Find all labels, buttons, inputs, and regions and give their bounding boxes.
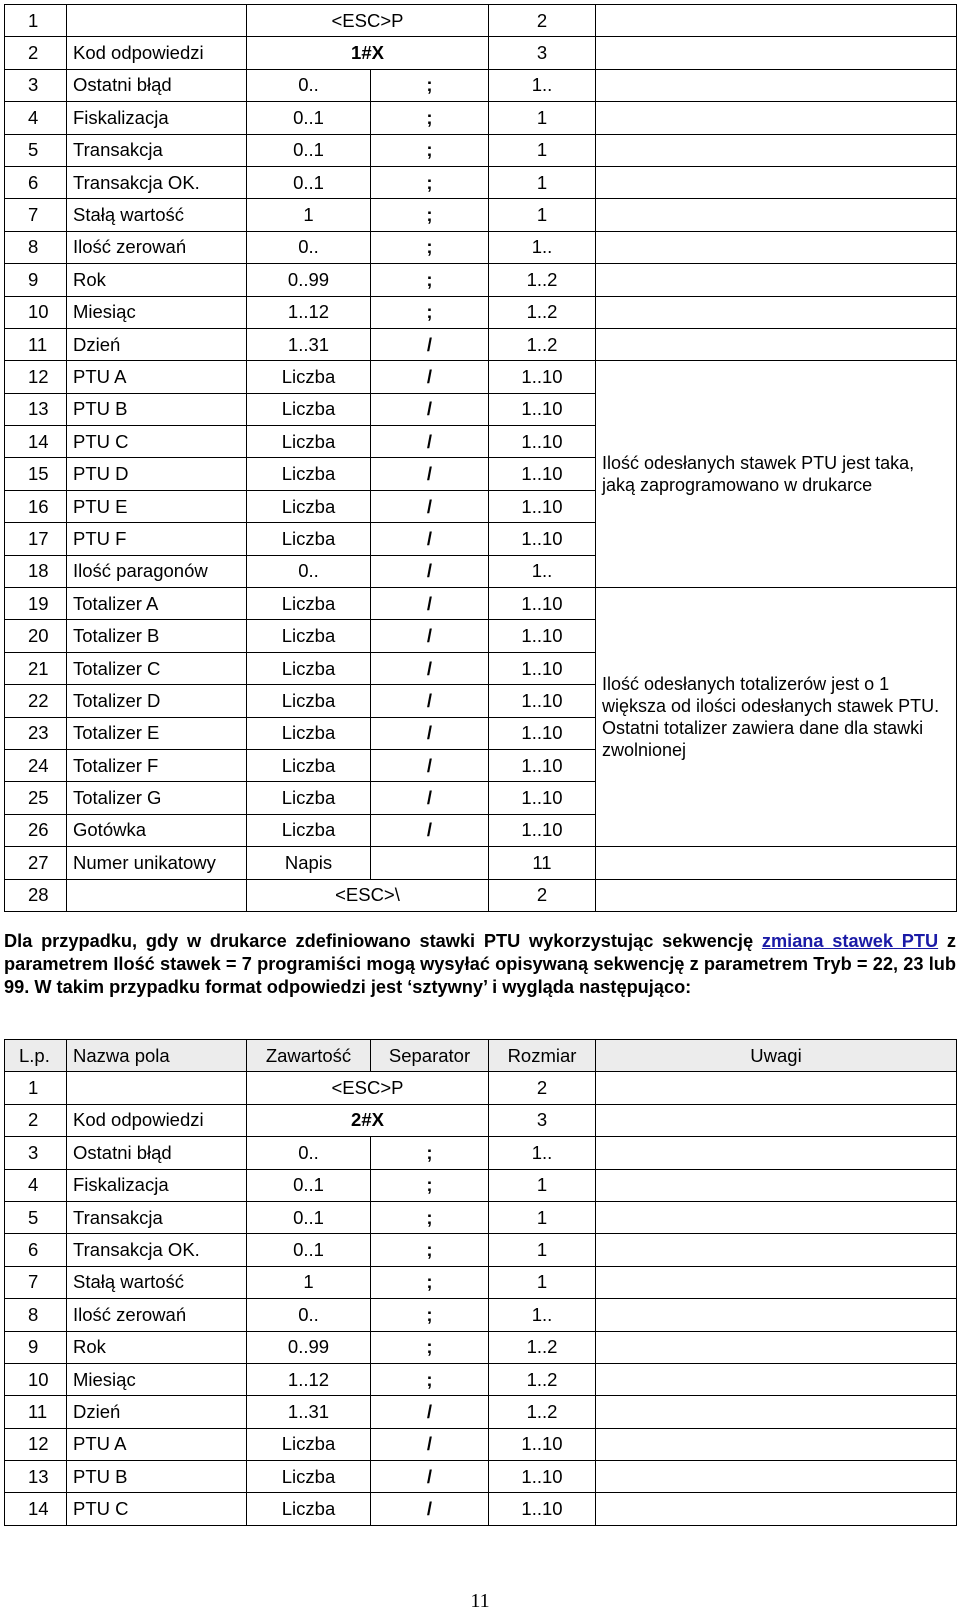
row-size: 1..2 [489, 1396, 596, 1428]
row-notes [596, 1331, 957, 1363]
row-separator: / [371, 814, 489, 846]
table-2-body [5, 1040, 957, 1526]
row-content: 1..31 [247, 1396, 371, 1428]
row-separator: / [371, 1396, 489, 1428]
row-lp: 10 [5, 1363, 67, 1395]
row-content: Liczba [247, 361, 371, 393]
row-size: 1..2 [489, 1331, 596, 1363]
row-content: Napis [247, 847, 371, 879]
row-content: Liczba [247, 782, 371, 814]
table-row [5, 5, 957, 37]
row-content: 0..99 [247, 1331, 371, 1363]
row-lp: 11 [5, 1396, 67, 1428]
table-row [5, 37, 957, 69]
row-separator: / [371, 588, 489, 620]
row-content: Liczba [247, 490, 371, 522]
row-lp: 19 [5, 588, 67, 620]
row-size: 1..10 [489, 490, 596, 522]
row-separator: / [371, 490, 489, 522]
row-size: 1..10 [489, 814, 596, 846]
row-notes [596, 1169, 957, 1201]
row-size: 1.. [489, 1299, 596, 1331]
row-notes [596, 296, 957, 328]
table-row [5, 166, 957, 198]
row-content: Liczba [247, 814, 371, 846]
ptu-note: Ilość odesłanych stawek PTU jest taka, jaką zaprogramowano w drukarce [596, 361, 957, 588]
row-size: 1 [489, 1266, 596, 1298]
row-content: Liczba [247, 1428, 371, 1460]
row-separator: ; [371, 199, 489, 231]
row-notes [596, 1201, 957, 1233]
row-lp: 7 [5, 1266, 67, 1298]
row-content: Liczba [247, 393, 371, 425]
row-size: 1.. [489, 1137, 596, 1169]
row-separator: / [371, 361, 489, 393]
zmiana-stawek-ptu-link[interactable]: zmiana stawek PTU [761, 931, 939, 951]
row-lp: 12 [5, 361, 67, 393]
row-separator: / [371, 1461, 489, 1493]
row-size: 1..10 [489, 620, 596, 652]
header-notes: Uwagi [596, 1040, 957, 1072]
row-lp: 9 [5, 264, 67, 296]
row-lp: 2 [5, 1104, 67, 1136]
row-separator: ; [371, 69, 489, 101]
row-lp: 3 [5, 69, 67, 101]
header-name: Nazwa pola [67, 1040, 247, 1072]
row-field-name: Totalizer D [67, 685, 247, 717]
row-notes [596, 5, 957, 37]
row-size: 3 [489, 37, 596, 69]
row-lp: 9 [5, 1331, 67, 1363]
row-content: 0..1 [247, 1169, 371, 1201]
row-separator: ; [371, 231, 489, 263]
row-lp: 12 [5, 1428, 67, 1460]
row-lp: 16 [5, 490, 67, 522]
row-separator: / [371, 328, 489, 360]
row-separator: ; [371, 1363, 489, 1395]
row-field-name: Miesiąc [67, 1363, 247, 1395]
table-row [5, 231, 957, 263]
row-separator: / [371, 749, 489, 781]
row-field-name: Stałą wartość [67, 199, 247, 231]
row-content: Liczba [247, 588, 371, 620]
row-separator: ; [371, 1137, 489, 1169]
row-separator: / [371, 393, 489, 425]
row-lp: 14 [5, 426, 67, 458]
row-size: 11 [489, 847, 596, 879]
table-row [5, 102, 957, 134]
row-field-name: Totalizer C [67, 652, 247, 684]
row-notes [596, 1104, 957, 1136]
row-separator: / [371, 426, 489, 458]
row-notes [596, 1299, 957, 1331]
row-field-name: Totalizer A [67, 588, 247, 620]
row-separator: / [371, 652, 489, 684]
table-row [5, 879, 957, 911]
row-content-bold: 2#X [351, 1109, 384, 1131]
row-lp: 3 [5, 1137, 67, 1169]
row-separator: / [371, 1493, 489, 1525]
row-lp: 13 [5, 393, 67, 425]
row-lp: 26 [5, 814, 67, 846]
table-header-row [5, 1040, 957, 1072]
row-field-name: Totalizer B [67, 620, 247, 652]
row-field-name: Transakcja OK. [67, 1234, 247, 1266]
response-format-table-1 [4, 4, 957, 912]
row-lp: 24 [5, 749, 67, 781]
row-field-name: PTU A [67, 361, 247, 393]
row-content-merged [247, 37, 489, 69]
row-field-name: Totalizer F [67, 749, 247, 781]
row-separator: / [371, 458, 489, 490]
table-row [5, 328, 957, 360]
row-notes [596, 1234, 957, 1266]
row-content: 0..99 [247, 264, 371, 296]
row-lp: 23 [5, 717, 67, 749]
row-lp: 11 [5, 328, 67, 360]
row-separator: ; [371, 134, 489, 166]
row-size: 1 [489, 102, 596, 134]
row-content: Liczba [247, 749, 371, 781]
row-content: 0..1 [247, 102, 371, 134]
row-field-name: Kod odpowiedzi [67, 37, 247, 69]
row-field-name: Rok [67, 1331, 247, 1363]
description-paragraph [4, 930, 956, 999]
table-row [5, 1299, 957, 1331]
row-lp: 4 [5, 102, 67, 134]
row-size: 1..10 [489, 458, 596, 490]
row-lp: 1 [5, 1072, 67, 1104]
row-size: 1..10 [489, 1428, 596, 1460]
row-field-name: Ilość zerowań [67, 231, 247, 263]
row-size: 1 [489, 199, 596, 231]
row-field-name: Dzień [67, 1396, 247, 1428]
table-1-body [5, 5, 957, 912]
row-notes [596, 1137, 957, 1169]
row-field-name: PTU C [67, 1493, 247, 1525]
row-field-name: Gotówka [67, 814, 247, 846]
row-notes [596, 37, 957, 69]
row-field-name: Ilość paragonów [67, 555, 247, 587]
row-lp: 5 [5, 1201, 67, 1233]
row-content: 0..1 [247, 166, 371, 198]
table-row [5, 361, 957, 393]
table-row [5, 1396, 957, 1428]
table-row [5, 1072, 957, 1104]
row-content-merged [247, 1104, 489, 1136]
row-field-name: PTU B [67, 1461, 247, 1493]
table-row [5, 1363, 957, 1395]
row-notes [596, 847, 957, 879]
row-size: 1..10 [489, 426, 596, 458]
row-content-bold: 1#X [351, 42, 384, 64]
table-row [5, 1234, 957, 1266]
row-size: 1 [489, 1169, 596, 1201]
row-content: Liczba [247, 620, 371, 652]
row-lp: 7 [5, 199, 67, 231]
row-lp: 15 [5, 458, 67, 490]
row-separator: ; [371, 1299, 489, 1331]
row-lp: 17 [5, 523, 67, 555]
row-content: 0.. [247, 1137, 371, 1169]
row-separator: ; [371, 1201, 489, 1233]
row-size: 1..10 [489, 361, 596, 393]
header-lp: L.p. [5, 1040, 67, 1072]
table-row [5, 847, 957, 879]
row-content: 0..1 [247, 1234, 371, 1266]
row-separator: ; [371, 1331, 489, 1363]
table-row [5, 1104, 957, 1136]
row-size: 1..10 [489, 588, 596, 620]
row-content: Liczba [247, 685, 371, 717]
header-size: Rozmiar [489, 1040, 596, 1072]
row-lp: 1 [5, 5, 67, 37]
row-content: Liczba [247, 652, 371, 684]
row-size: 1.. [489, 69, 596, 101]
row-size: 1 [489, 134, 596, 166]
row-field-name: Transakcja [67, 134, 247, 166]
row-notes [596, 69, 957, 101]
row-separator: / [371, 685, 489, 717]
row-notes [596, 1072, 957, 1104]
row-field-name: Fiskalizacja [67, 1169, 247, 1201]
row-content: 1 [247, 199, 371, 231]
row-size: 1 [489, 166, 596, 198]
row-size: 1..10 [489, 393, 596, 425]
row-size: 1..10 [489, 1461, 596, 1493]
row-content: 0.. [247, 555, 371, 587]
row-field-name: Totalizer G [67, 782, 247, 814]
row-lp: 27 [5, 847, 67, 879]
row-notes [596, 1461, 957, 1493]
row-lp: 22 [5, 685, 67, 717]
row-size: 1..10 [489, 685, 596, 717]
table-row [5, 1461, 957, 1493]
row-size: 1.. [489, 555, 596, 587]
row-field-name: Miesiąc [67, 296, 247, 328]
row-size: 1..10 [489, 717, 596, 749]
table-row [5, 1201, 957, 1233]
row-field-name: PTU C [67, 426, 247, 458]
header-content: Zawartość [247, 1040, 371, 1072]
row-separator: ; [371, 1266, 489, 1298]
paragraph-text-1: Dla przypadku, gdy w drukarce zdefiniowano stawki PTU wykorzystując sekwencję [4, 931, 762, 951]
header-separator: Separator [371, 1040, 489, 1072]
table-row [5, 134, 957, 166]
row-size: 1.. [489, 231, 596, 263]
row-content: 0.. [247, 231, 371, 263]
row-field-name: Ilość zerowań [67, 1299, 247, 1331]
row-separator: ; [371, 264, 489, 296]
row-size: 1..10 [489, 652, 596, 684]
row-content-merged: <ESC>P [247, 5, 489, 37]
row-field-name: Dzień [67, 328, 247, 360]
row-separator: / [371, 782, 489, 814]
row-field-name: Ostatni błąd [67, 1137, 247, 1169]
row-field-name [67, 1072, 247, 1104]
row-size: 1..2 [489, 264, 596, 296]
row-notes [596, 1266, 957, 1298]
row-content: 0.. [247, 1299, 371, 1331]
row-size: 2 [489, 879, 596, 911]
row-lp: 10 [5, 296, 67, 328]
row-lp: 14 [5, 1493, 67, 1525]
row-notes [596, 134, 957, 166]
row-notes [596, 102, 957, 134]
row-size: 1..10 [489, 782, 596, 814]
row-field-name: Stałą wartość [67, 1266, 247, 1298]
row-notes [596, 328, 957, 360]
row-lp: 25 [5, 782, 67, 814]
row-field-name [67, 879, 247, 911]
row-lp: 2 [5, 37, 67, 69]
row-content: Liczba [247, 1461, 371, 1493]
row-content: Liczba [247, 523, 371, 555]
row-notes [596, 879, 957, 911]
page-number: 11 [470, 1590, 490, 1612]
row-notes [596, 1363, 957, 1395]
row-separator: ; [371, 1169, 489, 1201]
row-content: 1..31 [247, 328, 371, 360]
row-field-name: Kod odpowiedzi [67, 1104, 247, 1136]
row-size: 2 [489, 5, 596, 37]
table-row [5, 1266, 957, 1298]
row-size: 1..2 [489, 1363, 596, 1395]
row-content: 0.. [247, 69, 371, 101]
row-size: 2 [489, 1072, 596, 1104]
row-content: 0..1 [247, 134, 371, 166]
row-separator: / [371, 717, 489, 749]
row-field-name: Transakcja [67, 1201, 247, 1233]
row-field-name: PTU B [67, 393, 247, 425]
row-lp: 6 [5, 166, 67, 198]
row-lp: 28 [5, 879, 67, 911]
row-separator: ; [371, 166, 489, 198]
row-separator: ; [371, 1234, 489, 1266]
row-field-name: Ostatni błąd [67, 69, 247, 101]
row-separator: / [371, 620, 489, 652]
row-field-name: Totalizer E [67, 717, 247, 749]
row-lp: 21 [5, 652, 67, 684]
row-field-name: Fiskalizacja [67, 102, 247, 134]
table-row [5, 1493, 957, 1525]
paragraph-text-2: z parametrem Ilość stawek = 7 programiści mogą wysyłać opisywaną sekwencję z parametrem Tryb = 22, 23 lub 99. W takim przypadku format odpowiedzi jest ‘sztywny’ i wygląda następująco: [4, 931, 956, 997]
row-size: 1..10 [489, 749, 596, 781]
row-notes [596, 199, 957, 231]
row-content: 1 [247, 1266, 371, 1298]
row-field-name: Numer unikatowy [67, 847, 247, 879]
row-content: 1..12 [247, 1363, 371, 1395]
row-content: Liczba [247, 426, 371, 458]
row-notes [596, 1493, 957, 1525]
response-format-table-2 [4, 1039, 957, 1526]
row-content: Liczba [247, 1493, 371, 1525]
row-lp: 8 [5, 1299, 67, 1331]
row-lp: 20 [5, 620, 67, 652]
table-row [5, 1428, 957, 1460]
table-row [5, 1331, 957, 1363]
row-size: 1..2 [489, 328, 596, 360]
row-notes [596, 1396, 957, 1428]
table-row [5, 264, 957, 296]
row-field-name: Rok [67, 264, 247, 296]
table-row [5, 1169, 957, 1201]
row-notes [596, 231, 957, 263]
row-size: 3 [489, 1104, 596, 1136]
row-field-name: Transakcja OK. [67, 166, 247, 198]
row-field-name: PTU F [67, 523, 247, 555]
row-lp: 4 [5, 1169, 67, 1201]
row-separator: / [371, 1428, 489, 1460]
row-field-name: PTU D [67, 458, 247, 490]
row-separator: / [371, 523, 489, 555]
row-size: 1 [489, 1234, 596, 1266]
table-row [5, 69, 957, 101]
totalizer-note: Ilość odesłanych totalizerów jest o 1 większa od ilości odesłanych stawek PTU. Ostatni totalizer zawiera dane dla stawki zwolnionej [596, 588, 957, 847]
row-content: 0..1 [247, 1201, 371, 1233]
row-separator: / [371, 555, 489, 587]
row-content: Liczba [247, 458, 371, 490]
row-content-merged: <ESC>\ [247, 879, 489, 911]
row-lp: 8 [5, 231, 67, 263]
row-field-name: PTU E [67, 490, 247, 522]
row-size: 1..2 [489, 296, 596, 328]
row-lp: 18 [5, 555, 67, 587]
row-content-merged: <ESC>P [247, 1072, 489, 1104]
table-row [5, 1137, 957, 1169]
table-row [5, 588, 957, 620]
row-separator: ; [371, 102, 489, 134]
row-field-name [67, 5, 247, 37]
row-notes [596, 264, 957, 296]
table-row [5, 296, 957, 328]
row-lp: 6 [5, 1234, 67, 1266]
row-lp: 5 [5, 134, 67, 166]
row-separator [371, 847, 489, 879]
row-content: 1..12 [247, 296, 371, 328]
row-separator: ; [371, 296, 489, 328]
row-lp: 13 [5, 1461, 67, 1493]
row-size: 1..10 [489, 1493, 596, 1525]
row-notes [596, 1428, 957, 1460]
row-field-name: PTU A [67, 1428, 247, 1460]
row-size: 1..10 [489, 523, 596, 555]
row-notes [596, 166, 957, 198]
table-row [5, 199, 957, 231]
row-content: Liczba [247, 717, 371, 749]
row-size: 1 [489, 1201, 596, 1233]
